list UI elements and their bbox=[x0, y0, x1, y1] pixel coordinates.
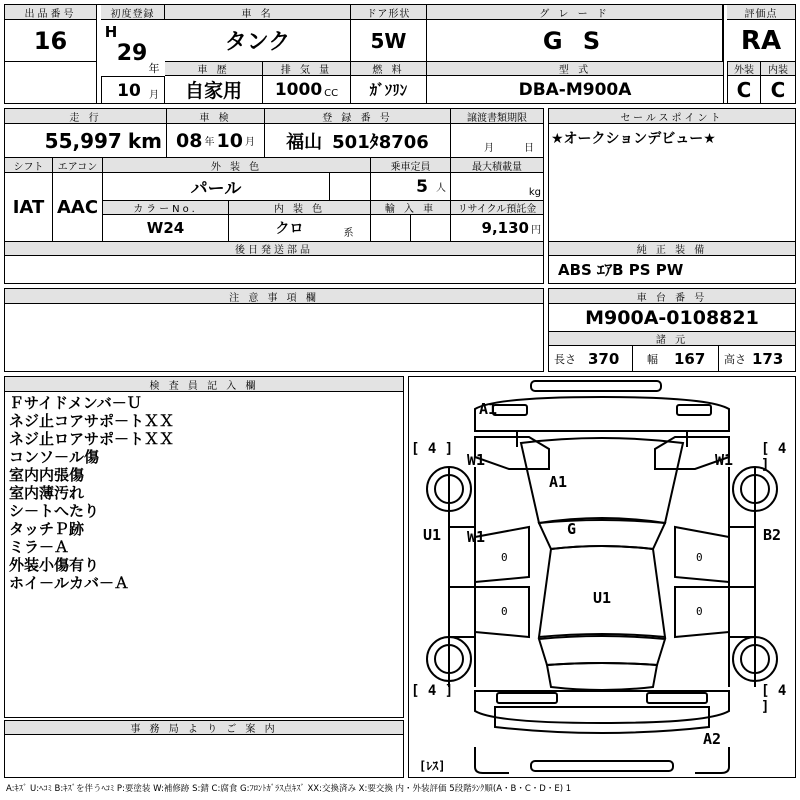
height-cell bbox=[719, 346, 795, 371]
car-name: タンク bbox=[165, 20, 351, 62]
sales-label: セールスポイント bbox=[549, 109, 795, 124]
interior-grade: C bbox=[770, 77, 786, 102]
door-zero: 0 bbox=[501, 605, 508, 618]
reg-place: 福山 bbox=[286, 131, 323, 153]
inspection-year-unit: 年 bbox=[204, 137, 215, 148]
transfer-day: 日 bbox=[524, 143, 534, 154]
first-reg-month: 10 bbox=[117, 81, 141, 101]
inspection-month: 10 bbox=[216, 129, 243, 152]
door-label: ドア形状 bbox=[351, 5, 427, 20]
reg-no-cell bbox=[265, 124, 451, 158]
door-zero: 0 bbox=[501, 551, 508, 564]
lot-label: 出品番号 bbox=[5, 5, 97, 20]
grade: G S bbox=[427, 20, 723, 62]
inspector-note: コンソ－ル傷 bbox=[9, 448, 100, 466]
grade-label: グ レ ー ド bbox=[427, 5, 723, 20]
inspector-notes bbox=[9, 394, 399, 592]
height-label: 高さ bbox=[724, 352, 746, 366]
inspector-note: 室内内張傷 bbox=[9, 466, 85, 484]
damage-u1-left: U1 bbox=[423, 526, 442, 544]
door-zero: 0 bbox=[696, 605, 703, 618]
displacement-label: 排 気 量 bbox=[263, 62, 351, 76]
displacement-unit: CC bbox=[324, 88, 339, 99]
exterior-label: 外装 bbox=[727, 62, 761, 76]
damage-w1-right: W1 bbox=[715, 451, 734, 469]
office-label: 事 務 局 よ り ご 案 内 bbox=[5, 721, 403, 735]
int-color-unit: 系 bbox=[343, 227, 354, 239]
inspector-note: 室内薄汚れ bbox=[9, 484, 85, 502]
displacement: 1000 bbox=[274, 79, 323, 100]
capacity: 5 bbox=[416, 176, 428, 197]
notes-label: 注 意 事 項 欄 bbox=[5, 289, 543, 304]
inspection-cell bbox=[167, 124, 265, 158]
inspection-month-unit: 月 bbox=[244, 137, 255, 148]
reg-number: 501ﾀ8706 bbox=[332, 131, 429, 153]
width: 167 bbox=[674, 349, 706, 368]
inspection-year: 08 bbox=[176, 129, 203, 152]
mileage: 55,997 bbox=[44, 128, 122, 153]
int-color-cell bbox=[229, 215, 371, 241]
damage-w1-left: W1 bbox=[467, 451, 486, 469]
model-label: 型 式 bbox=[427, 62, 723, 76]
fuel-label: 燃 料 bbox=[351, 62, 427, 76]
capacity-unit: 人 bbox=[436, 183, 446, 194]
year-unit: 年 bbox=[148, 62, 160, 75]
later-parts-content bbox=[5, 256, 543, 283]
transfer-month: 月 bbox=[484, 143, 494, 154]
ext-color-extra bbox=[329, 173, 371, 201]
length-label: 長さ bbox=[554, 352, 576, 366]
chassis-number: M900A-0108821 bbox=[549, 304, 795, 332]
ext-color: パール bbox=[103, 173, 329, 201]
height: 173 bbox=[752, 349, 784, 368]
load-cell bbox=[451, 173, 543, 201]
recycle-cell bbox=[451, 215, 543, 241]
inspector-note: タッチＰ跡 bbox=[9, 520, 85, 538]
mileage-unit: km bbox=[127, 128, 162, 153]
import-label: 輸 入 車 bbox=[371, 201, 451, 215]
reg-no-label: 登 録 番 号 bbox=[265, 109, 451, 124]
spare-tire: [ﾚｽ] bbox=[419, 759, 446, 773]
inspection-label: 車 検 bbox=[167, 109, 265, 124]
width-cell bbox=[633, 346, 719, 371]
import-value-b bbox=[411, 215, 451, 241]
color-no: W24 bbox=[103, 215, 229, 241]
color-no-label: カラーNo. bbox=[103, 201, 229, 215]
month-box bbox=[101, 76, 165, 103]
damage-a1-hood: A1 bbox=[549, 473, 568, 491]
ac-label: エアコン bbox=[53, 158, 103, 173]
damage-legend: A:ｷｽﾞ U:ﾍｺﾐ B:ｷｽﾞを伴うﾍｺﾐ P:要塗装 W:補修跡 S:錆 C:腐食 G:ﾌﾛﾝﾄｶﾞﾗｽ点ｷｽﾞ XX:交換済み X:要交換 内・外装評価 5段階ﾗﾝｸ順(A・B・C・D・E) 1 bbox=[6, 784, 572, 794]
int-color-label: 内 装 色 bbox=[229, 201, 371, 215]
damage-b2: B2 bbox=[763, 526, 782, 544]
score: RA bbox=[727, 20, 795, 62]
specs-label: 諸 元 bbox=[549, 332, 795, 346]
mileage-cell bbox=[5, 124, 167, 158]
door-zero: 0 bbox=[696, 551, 703, 564]
first-reg-year: 29 bbox=[116, 40, 148, 66]
door-type: 5W bbox=[351, 20, 427, 62]
damage-u1-roof: U1 bbox=[593, 589, 612, 607]
inspector-note: Ｆサイドメンバ－Ｕ bbox=[9, 394, 142, 412]
capacity-cell bbox=[371, 173, 451, 201]
displacement-cell bbox=[263, 76, 351, 103]
later-parts-label: 後日発送部品 bbox=[5, 241, 543, 256]
history: 自家用 bbox=[165, 76, 263, 103]
inspector-note: ネジ止コアサポ－トＸＸ bbox=[9, 412, 175, 430]
length-cell bbox=[549, 346, 633, 371]
first-reg-label: 初度登録 bbox=[101, 5, 165, 20]
inspector-note: ミラ－Ａ bbox=[9, 538, 70, 556]
tire-rl: [ 4 ] bbox=[411, 683, 454, 699]
tire-fr: [ 4 ] bbox=[761, 441, 787, 473]
recycle-label: リサイクル預託金 bbox=[451, 201, 543, 215]
era-mark: H bbox=[104, 23, 118, 41]
damage-a1-front: A1 bbox=[479, 400, 498, 418]
damage-w1-door: W1 bbox=[467, 528, 486, 546]
inspector-note: ネジ止ロアサポ－トＸＸ bbox=[9, 430, 175, 448]
month-unit: 月 bbox=[149, 89, 159, 100]
import-value-a bbox=[371, 215, 411, 241]
transfer-cell bbox=[451, 124, 543, 158]
equipment: ABS ｴｱB PS PW bbox=[558, 261, 684, 279]
length: 370 bbox=[588, 349, 620, 368]
shift-label: シフト bbox=[5, 158, 53, 173]
tire-fl: [ 4 ] bbox=[411, 441, 454, 457]
mileage-label: 走 行 bbox=[5, 109, 167, 124]
int-color: クロ bbox=[275, 221, 304, 237]
sales-text: ★オークションデビュー★ bbox=[551, 131, 716, 147]
damage-g-windshield: G bbox=[567, 520, 577, 538]
car-outline bbox=[409, 377, 795, 777]
damage-a2: A2 bbox=[703, 730, 722, 748]
model: DBA-M900A bbox=[518, 79, 632, 100]
inspector-label: 検 査 員 記 入 欄 bbox=[5, 377, 403, 392]
load-unit: kg bbox=[528, 187, 541, 198]
car-diagram bbox=[408, 376, 796, 778]
width-label: 幅 bbox=[647, 352, 658, 366]
ac: AAC bbox=[53, 173, 103, 241]
chassis-label: 車 台 番 号 bbox=[549, 289, 795, 304]
exterior-grade: C bbox=[727, 76, 761, 103]
recycle-unit: 円 bbox=[531, 224, 541, 236]
score-label: 評価点 bbox=[727, 5, 795, 20]
ext-color-label: 外 装 色 bbox=[103, 158, 371, 173]
inspector-note: 外装小傷有り bbox=[9, 556, 100, 574]
interior-label: 内装 bbox=[761, 62, 795, 76]
shift: IAT bbox=[5, 173, 53, 241]
history-label: 車 歴 bbox=[165, 62, 263, 76]
inspector-note: ホイ－ルカバ－Ａ bbox=[9, 574, 130, 592]
lot-number: 16 bbox=[5, 20, 97, 62]
load-label: 最大積載量 bbox=[451, 158, 543, 173]
fuel: ｶﾞｿﾘﾝ bbox=[351, 76, 427, 103]
car-name-label: 車 名 bbox=[165, 5, 351, 20]
capacity-label: 乗車定員 bbox=[371, 158, 451, 173]
equipment-label: 純 正 装 備 bbox=[549, 241, 795, 256]
inspector-note: シ－トへたり bbox=[9, 502, 100, 520]
transfer-label: 譲渡書類期限 bbox=[451, 109, 543, 124]
recycle: 9,130 bbox=[481, 219, 529, 237]
tire-rr: [ 4 ] bbox=[761, 683, 787, 715]
lot-blank bbox=[5, 62, 97, 103]
